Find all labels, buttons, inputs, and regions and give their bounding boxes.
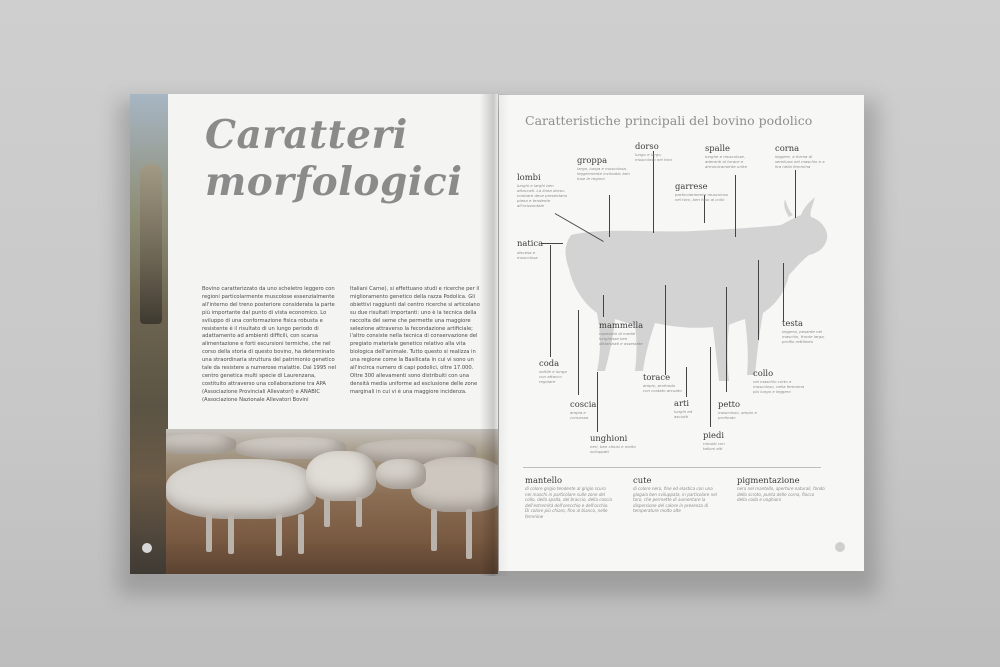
desc-arti: lunghi ed asciutti <box>674 409 693 420</box>
desc-pigmentazione: nera nel mantello, aperture naturali, fondo dello scroto, punta delle corna, fiocco della coda e unghioni <box>737 486 825 503</box>
text-column-2 <box>350 286 486 397</box>
label-unghioni: unghioni <box>590 433 628 443</box>
desc-testa: leggera, pesante nel maschio, fronte larga, profilo rettilineo <box>782 329 825 345</box>
label-piedi: piedi <box>703 430 725 440</box>
desc-cute: di colore nero, fine ed elastica con una giogaia ben sviluppata, in particolare nel toro, che permette di aumentare la dispersione del calore in presenza di temperature molto alte <box>633 486 717 514</box>
desc-dorso: lungo e largo, muscoloso nel toro <box>635 152 672 163</box>
label-dorso: dorso <box>635 141 659 151</box>
desc-mantello: di colore grigio tendente al grigio scuro nei maschi in particolare sulle zone del collo, della spalla, del braccio, della coscia dell'estremità dell'orecchio e dell'occhio. Di colore più chiaro, fino al bianco, nelle femmine <box>525 486 613 519</box>
left-edge-photo <box>130 94 168 574</box>
page-title <box>205 112 463 206</box>
desc-corna: leggere, a forma di semiluna nel maschio e a lira nella femmina <box>775 154 825 170</box>
label-testa: testa <box>782 318 803 328</box>
infographic-title: Caratteristiche principali del bovino podolico <box>525 113 813 128</box>
label-corna: corna <box>775 143 800 153</box>
cow-silhouette <box>543 195 833 385</box>
desc-unghioni: neri, ben chiusi e molto sviluppati <box>590 444 636 455</box>
desc-coscia: ampia e convessa <box>570 410 589 421</box>
label-collo: collo <box>753 368 774 378</box>
person-figure <box>140 164 162 324</box>
desc-piedi: robusti con talloni alti <box>703 441 725 452</box>
right-page <box>499 95 864 571</box>
body-text: Italiani Carne), si effettuano studi e ricerche per il miglioramento genetico della razza Podolica. Gli obiettivi raggiunti dal centro ricerche si articolano su due risultati importanti: uno è la tecnica della raccolta del seme che permette una maggiore selezione attraverso la fecondazione artificiale; l'altro consiste nella tecnica di conservazione del pregiato materiale genetico relativo alla vita biologica dell'animale. Tutto questo si realizza in una regione come la Basilicata in cui vi sono un all'incirca numero di capi podolici, oltre 17.000. Oltre 300 allevamenti sono distribuiti con una densità media uniforme ad esclusione delle zone marginali in cui vi è una maggiore incidenza. <box>350 286 480 395</box>
divider <box>523 467 821 468</box>
desc-garrese: particolarmente muscoloso nel toro, ben fuso al collo <box>675 192 729 203</box>
book-spine <box>480 94 510 576</box>
title-line-1: Caratteri <box>205 112 408 158</box>
cattle-herd-photo <box>166 429 498 574</box>
label-mantello: mantello <box>525 475 563 485</box>
left-page <box>130 94 498 574</box>
title-line-2: morfologici <box>205 159 463 205</box>
label-petto: petto <box>718 399 741 409</box>
desc-natica: discesa e muscolosa <box>517 250 538 261</box>
label-natica: natica <box>517 238 544 248</box>
desc-groppa: larga, lunga e muscolosa, leggermente inclinata; ben fuse le regioni <box>577 166 630 182</box>
label-arti: arti <box>674 398 690 408</box>
label-garrese: garrese <box>675 181 708 191</box>
desc-lombi: lunghi e larghi ben attaccati. La linea dorso-lombare deve presentarsi piana e tendente all'orizzontale <box>517 183 568 209</box>
desc-coda: sottile e lunga con attacco regolare <box>539 369 567 385</box>
label-lombi: lombi <box>517 172 541 182</box>
label-groppa: groppa <box>577 155 608 165</box>
desc-torace: ampio, profondo con costato arcuato <box>643 383 682 394</box>
label-coscia: coscia <box>570 399 597 409</box>
text-column-1 <box>202 286 338 405</box>
desc-petto: muscoloso, ampio e profondo <box>718 410 757 421</box>
desc-spalle: lunghe e muscolose, aderenti al torace e armonicamente unite <box>705 154 747 170</box>
desc-mammella: capezzoli di medie lunghezza ben distanziati e assestate <box>599 331 643 347</box>
label-mammella: mammella <box>599 320 644 330</box>
page-number-left <box>142 543 152 553</box>
body-text: Bovino caratterizzato da uno scheletro leggero con regioni particolarmente muscolose essenzialmente all'interno del treno posteriore considerata la parte più importante dal punto di vista economico. Lo sviluppo di una conformazione fisica robusta e resistente è il risultato di un lungo periodo di adattamento ad ambienti difficili, con scarsa alimentazione e forti escursioni termiche, che nel corso della storia di questo bovino, ha determinato una straordinaria struttura del patrimonio genetico tale da resistere a numerose malattie. Dal 1995 nel centro genetica multi specie di Laurenzana, costituito attraverso una collaborazione tra APA (Associazione Provinciali Allevatori) e ANABIC (Associazione Nazionale Allevatori Bovini <box>202 286 337 403</box>
label-torace: torace <box>643 372 671 382</box>
desc-collo: nel maschio corto e muscoloso, nella femmina più lungo e leggero <box>753 379 805 395</box>
label-cute: cute <box>633 475 652 485</box>
label-pigmentazione: pigmentazione <box>737 475 800 485</box>
page-number-right <box>835 542 845 552</box>
label-spalle: spalle <box>705 143 730 153</box>
label-coda: coda <box>539 358 560 368</box>
